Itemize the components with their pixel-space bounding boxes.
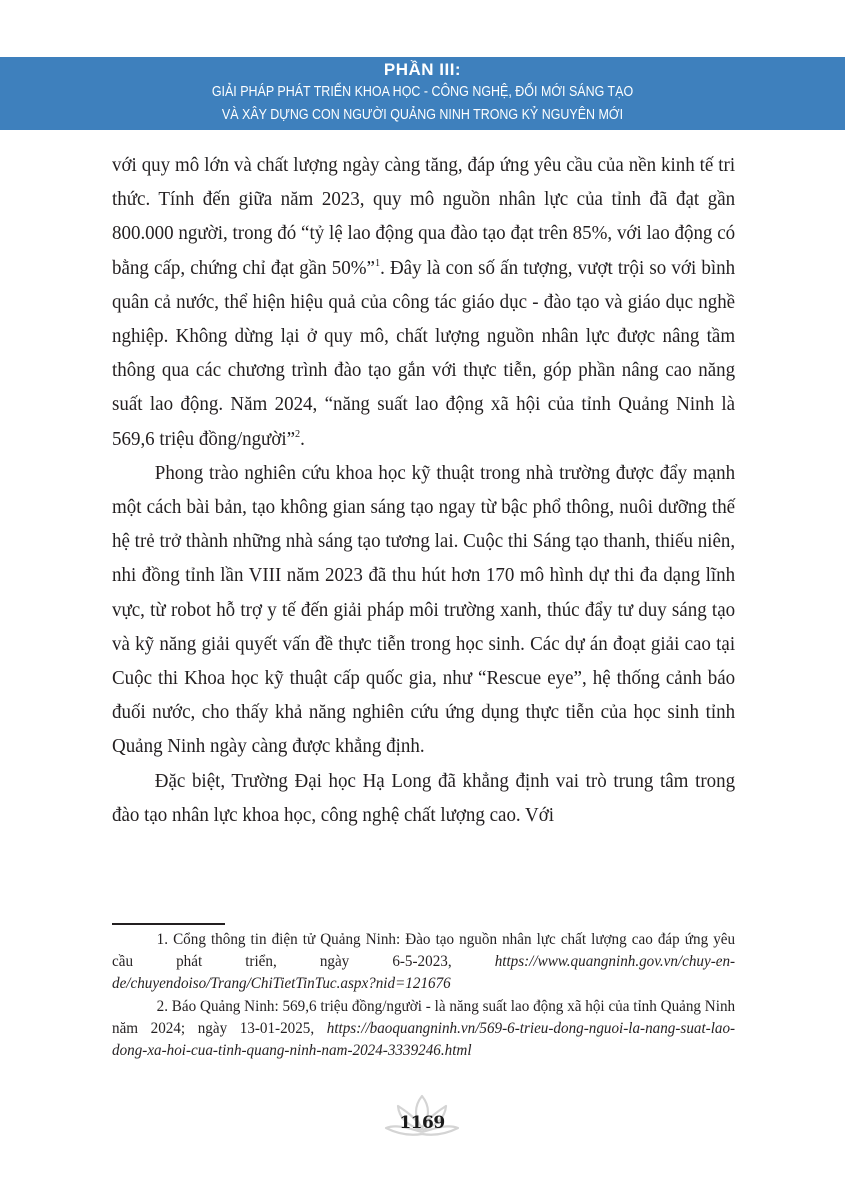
body-text <box>112 148 735 832</box>
footnote-ref-2[interactable]: 2 <box>295 427 301 440</box>
footnotes <box>112 928 735 1061</box>
footnote-2-text: 2. Báo Quảng Ninh: 569,6 triệu đồng/người - là năng suất lao động xã hội của tỉnh Quảng Ninh năm 2024; ngày 13-01-2025, <box>112 995 736 1037</box>
part-subtitle-line-1: GIẢI PHÁP PHÁT TRIỂN KHOA HỌC - CÔNG NGHỆ, ĐỔI MỚI SÁNG TẠO <box>211 84 634 100</box>
footnote-2-link[interactable]: https://baoquangninh.vn/569-6-trieu-dong-nguoi-la-nang-suat-lao-dong-xa-hoi-cua-tinh-quang-ninh-nam-2024-3339246.html <box>112 1017 736 1060</box>
part-subtitle-line-2: VÀ XÂY DỰNG CON NGƯỜI QUẢNG NINH TRONG KỶ NGUYÊN MỚI <box>221 107 624 123</box>
part-label: PHẦN III: <box>383 60 462 79</box>
chapter-header-band <box>0 57 845 130</box>
footnote-2 <box>112 995 735 1062</box>
footnote-ref-1[interactable]: 1 <box>374 256 381 269</box>
page-number-block <box>372 1092 472 1142</box>
paragraph-3: Đặc biệt, Trường Đại học Hạ Long đã khẳng định vai trò trung tâm trong đào tạo nhân lực khoa học, công nghệ chất lượng cao. Với <box>112 769 736 826</box>
footnote-1 <box>112 928 735 995</box>
paragraph-1 <box>112 148 735 456</box>
paragraph-1-text-b: . Đây là con số ấn tượng, vượt trội so với bình quân cả nước, thể hiện hiệu quả của công tác giáo dục - đào tạo và giáo dục nghề nghiệp. Không dừng lại ở quy mô, chất lượng nguồn nhân lực được nâng tầm thông qua các chương trình đào tạo gắn với thực tiễn, góp phần nâng cao năng suất lao động. Năm 2024, “năng suất lao động xã hội của tỉnh Quảng Ninh là 569,6 triệu đồng/người” <box>112 256 736 450</box>
paragraph-1-text-c: . <box>300 427 305 450</box>
paragraph-1-text-a: với quy mô lớn và chất lượng ngày càng tăng, đáp ứng yêu cầu của nền kinh tế tri thức. Tính đến giữa năm 2023, quy mô nguồn nhân lực của tỉnh đã đạt gần 800.000 người, trong đó “tỷ lệ lao động qua đào tạo đạt trên 85%, với lao động có bằng cấp, chứng chỉ đạt gần 50%” <box>112 154 736 279</box>
footnote-separator <box>112 923 225 925</box>
paragraph-2: Phong trào nghiên cứu khoa học kỹ thuật trong nhà trường được đẩy mạnh một cách bài bản, tạo không gian sáng tạo ngay từ bậc phổ thông, nuôi dưỡng thế hệ trẻ trở thành những nhà sáng tạo tương lai. Cuộc thi Sáng tạo thanh, thiếu niên, nhi đồng tỉnh lần VIII năm 2023 đã thu hút hơn 170 mô hình dự thi đa dạng lĩnh vực, từ robot hỗ trợ y tế đến giải pháp môi trường xanh, thúc đẩy tư duy sáng tạo và kỹ năng giải quyết vấn đề thực tiễn trong học sinh. Các dự án đoạt giải cao tại Cuộc thi Khoa học kỹ thuật cấp quốc gia, như “Rescue eye”, hệ thống cảnh báo đuối nước, cho thấy khả năng nghiên cứu ứng dụng thực tiễn của học sinh tỉnh Quảng Ninh ngày càng được khẳng định. <box>112 461 736 758</box>
footnote-1-text: 1. Cổng thông tin điện tử Quảng Ninh: Đào tạo nguồn nhân lực chất lượng cao đáp ứng yêu cầu phát triển, ngày 6-5-2023, <box>112 929 736 971</box>
footnote-1-link[interactable]: https://www.quangninh.gov.vn/chuy-en-de/chuyendoiso/Trang/ChiTietTinTuc.aspx?nid=121676 <box>112 951 736 993</box>
page-number: 1169 <box>399 1113 445 1133</box>
